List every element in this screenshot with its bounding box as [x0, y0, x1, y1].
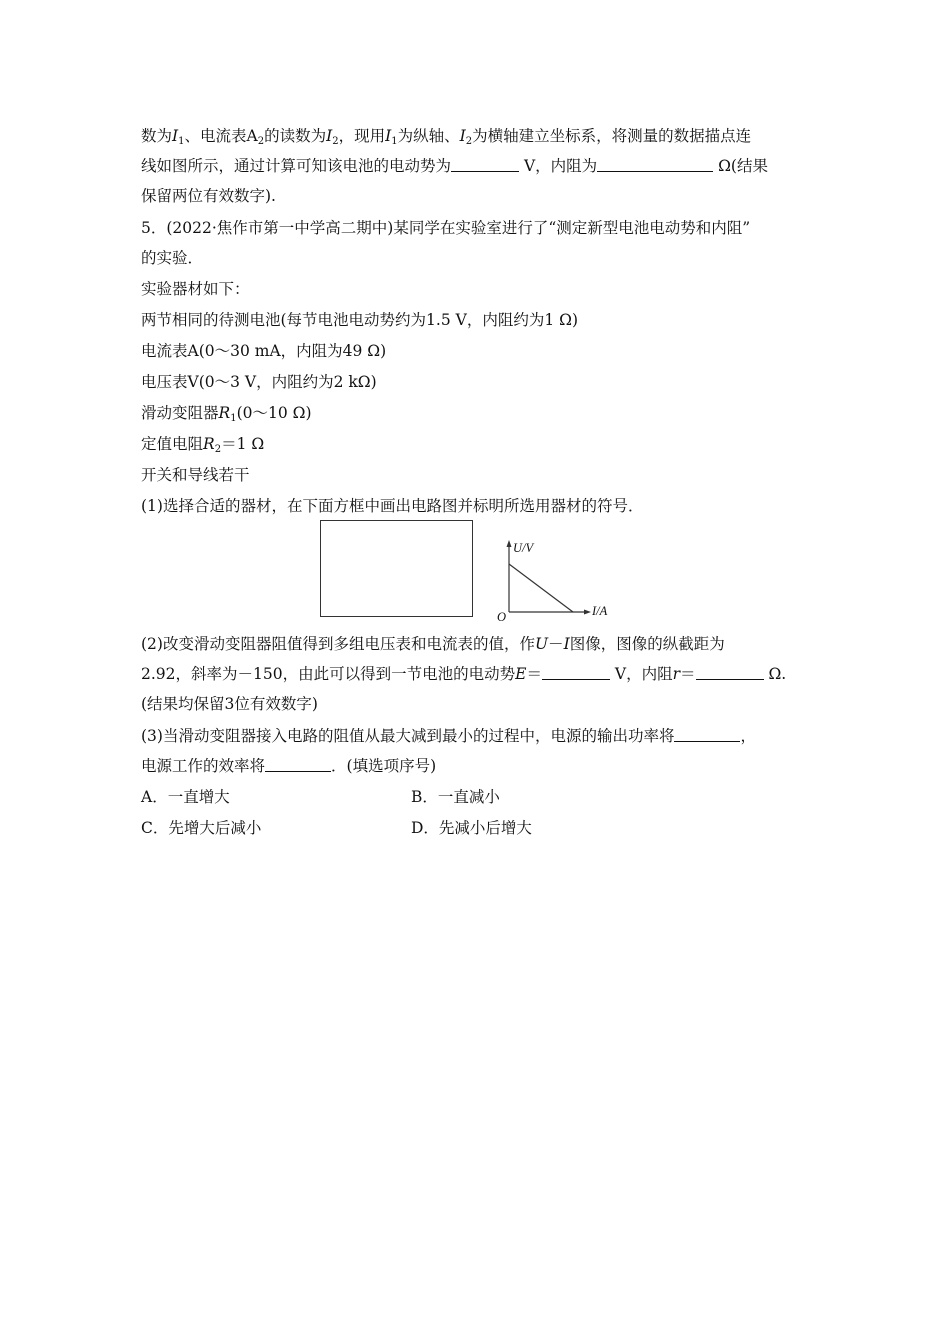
part2-line2: 2.92，斜率为－150，由此可以得到一节电池的电动势E＝ V，内阻r＝ Ω. [141, 665, 787, 683]
part3-line1: (3)当滑动变阻器接入电路的阻值从最大减到最小的过程中，电源的输出功率将 ， [141, 727, 756, 745]
internal-resistance-blank[interactable] [696, 665, 764, 680]
part1-text: (1)选择合适的器材，在下面方框中画出电路图并标明所选用器材的符号． [141, 497, 644, 515]
efficiency-blank[interactable] [265, 757, 331, 772]
equipment-switch: 开关和导线若干 [141, 466, 250, 484]
x-axis-label: I/A [592, 604, 608, 618]
option-b[interactable]: B．一直减小 [411, 788, 500, 806]
p1-line2: 线如图所示，通过计算可知该电池的电动势为 V，内阻为 Ω(结果 [141, 157, 768, 175]
part2-line3: (结果均保留3位有效数字) [141, 695, 318, 713]
p1-line1: 数为$I_1$、电流表$A_2$的读数为$I_2$，现用$I_1$为纵轴、$I_2$为横轴建立坐标系，将测量的数据描点连 [141, 127, 752, 147]
q5-header: 5．(2022·焦作市第一中学高二期中)某同学在实验室进行了“测定新型电池电动势和内阻” [141, 219, 751, 237]
equipment-voltmeter: 电压表V(0～3 V，内阻约为2 kΩ) [141, 373, 377, 391]
u-i-graph [495, 538, 625, 622]
u-i-line [509, 564, 573, 612]
circuit-drawing-box[interactable] [320, 520, 473, 617]
option-a[interactable]: A．一直增大 [141, 788, 230, 806]
p1-line3: 保留两位有效数字). [141, 187, 276, 205]
option-c[interactable]: C．先增大后减小 [141, 819, 262, 837]
q5-header-cont: 的实验． [141, 249, 204, 267]
option-d[interactable]: D．先减小后增大 [411, 819, 532, 837]
equipment-ammeter: 电流表A(0～30 mA，内阻为49 Ω) [141, 342, 387, 360]
emf-answer-blank[interactable] [542, 665, 610, 680]
output-power-blank[interactable] [674, 727, 740, 742]
y-axis-label: U/V [513, 541, 534, 555]
equipment-battery: 两节相同的待测电池(每节电池电动势约为1.5 V，内阻约为1 Ω) [141, 311, 579, 329]
equipment-title: 实验器材如下： [141, 280, 250, 298]
origin-label: O [497, 610, 507, 622]
part3-line2: 电源工作的效率将 ．(填选项序号) [141, 757, 437, 775]
x-axis-arrow-icon [584, 610, 591, 615]
equipment-rheostat: 滑动变阻器$R_1(0\sim 10$ Ω) [141, 404, 312, 424]
emf-blank[interactable] [451, 157, 519, 172]
resistance-blank[interactable] [597, 157, 713, 172]
y-axis-arrow-icon [507, 540, 512, 547]
equipment-fixed-resistor: 定值电阻$R_2=1$ Ω [141, 435, 265, 455]
part2-line1: (2)改变滑动变阻器阻值得到多组电压表和电流表的值，作U－I图像，图像的纵截距为 [141, 635, 725, 653]
